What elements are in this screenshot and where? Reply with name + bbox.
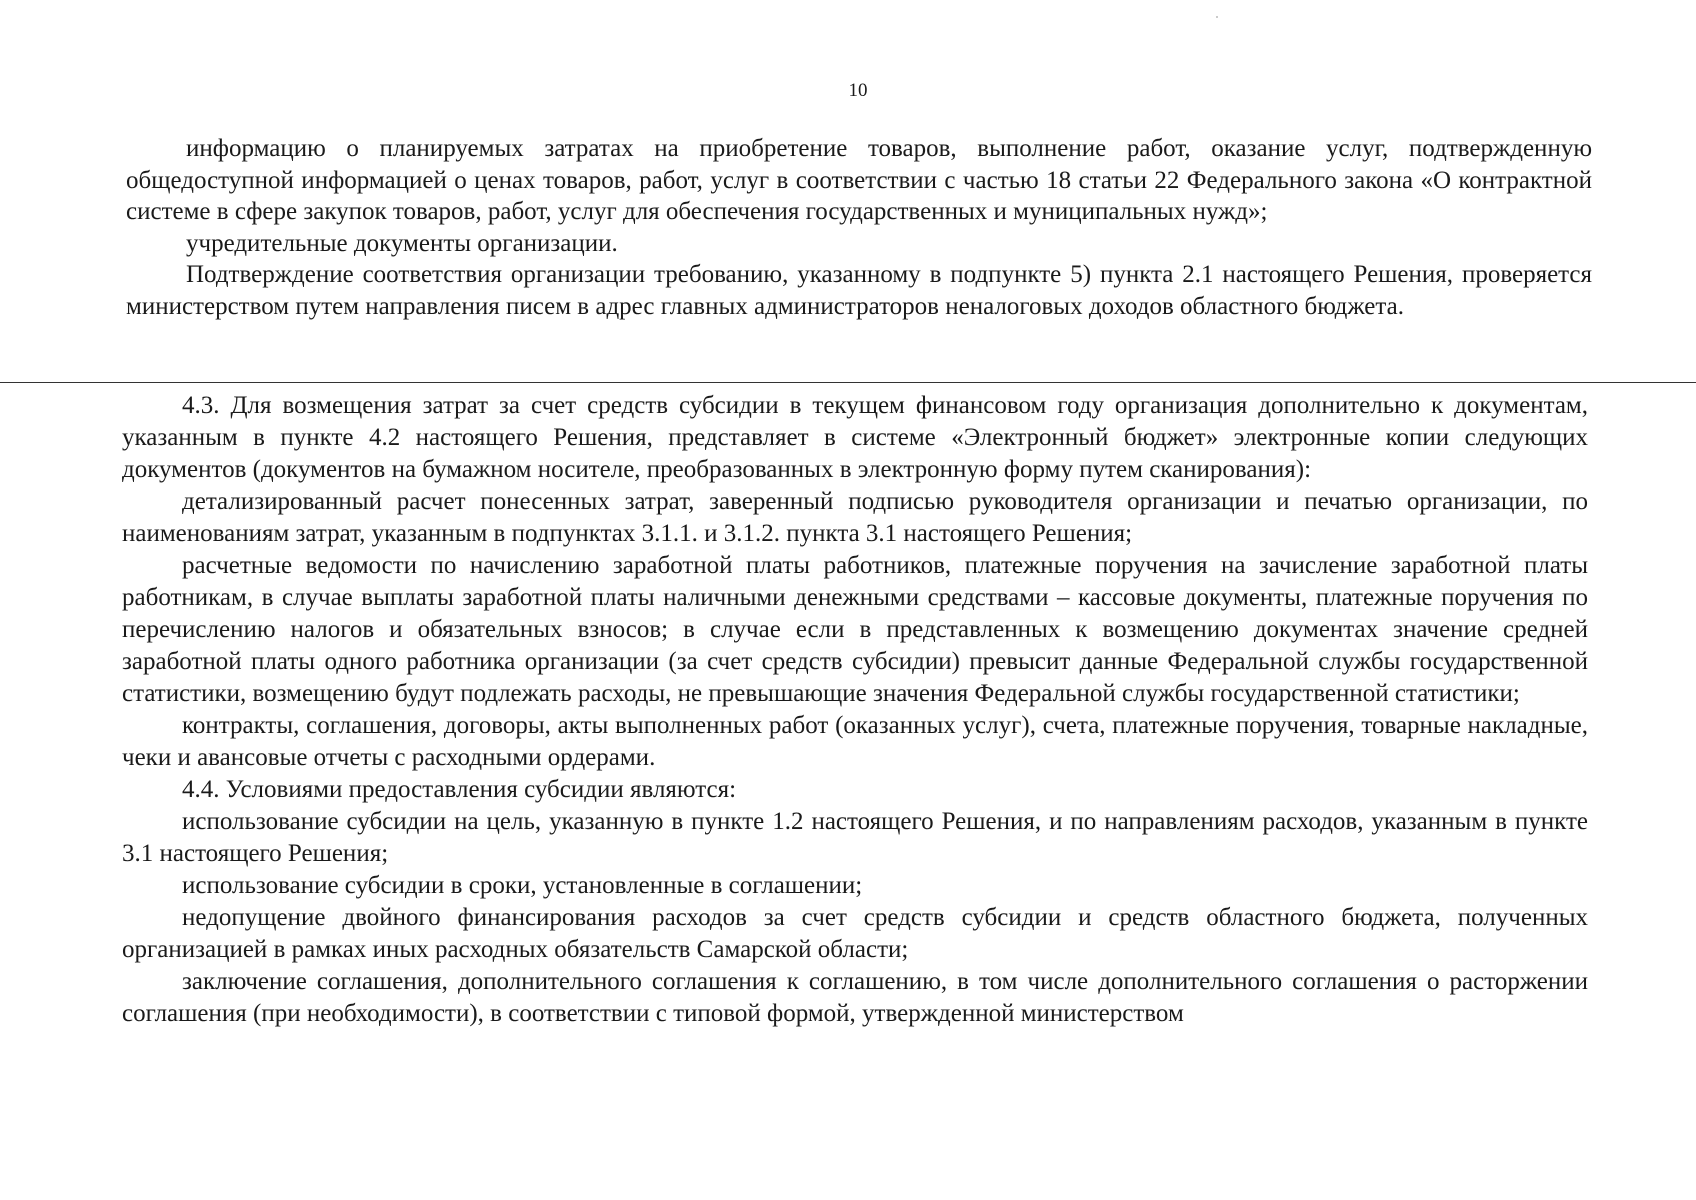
- top-text-section: [126, 133, 1592, 322]
- paragraph-planned-costs: информацию о планируемых затратах на приобретение товаров, выполнение работ, оказание услуг, подтвержденную общедоступной информацией о ценах товаров, работ, услуг в соответствии с частью 18 статьи 22 Федерального закона «О контрактной системе в сфере закупок товаров, работ, услуг для обеспечения государственных и муниципальных нужд»;: [126, 135, 1592, 225]
- page-number: 10: [848, 80, 868, 101]
- paragraph-purpose-use: использование субсидии на цель, указанную в пункте 1.2 настоящего Решения, и по направлениям расходов, указанным в пункте 3.1 настоящего Решения;: [122, 808, 1588, 867]
- paragraph-deadline-use: использование субсидии в сроки, установленные в соглашении;: [182, 872, 863, 899]
- paragraph-detailed-calculation: детализированный расчет понесенных затрат, заверенный подписью руководителя организации и печатью организации, по наименованиям затрат, указанным в подпунктах 3.1.1. и 3.1.2. пункта 3.1 настоящего Решения;: [122, 488, 1588, 547]
- paragraph-no-double-financing: недопущение двойного финансирования расходов за счет средств субсидии и средств областного бюджета, полученных организацией в рамках иных расходных обязательств Самарской области;: [122, 904, 1588, 963]
- paragraph-contracts: контракты, соглашения, договоры, акты выполненных работ (оказанных услуг), счета, платежные поручения, товарные накладные, чеки и авансовые отчеты с расходными ордерами.: [122, 712, 1588, 771]
- scan-speck: [1216, 16, 1218, 18]
- paragraph-payroll-statements: расчетные ведомости по начислению заработной платы работников, платежные поручения на зачисление заработной платы работникам, в случае выплаты заработной платы наличными денежными средствами – кассовые документы, платежные поручения по перечислению налогов и обязательных взносов; в случае если в представленных к возмещению документах значение средней заработной платы одного работника организации (за счет средств субсидии) превысит данные Федеральной службы государственной статистики, возмещению будут подлежать расходы, не превышающие значения Федеральной службы государственной статистики;: [122, 552, 1588, 707]
- paragraph-4-3: 4.3. Для возмещения затрат за счет средств субсидии в текущем финансовом году организация дополнительно к документам, указанным в пункте 4.2 настоящего Решения, представляет в системе «Электронный бюджет» электронные копии следующих документов (документов на бумажном носителе, преобразованных в электронную форму путем сканирования):: [122, 392, 1588, 483]
- page-divider-line: [0, 382, 1696, 383]
- paragraph-4-4: 4.4. Условиями предоставления субсидии являются:: [182, 776, 737, 803]
- paragraph-compliance-check: Подтверждение соответствия организации требованию, указанному в подпункте 5) пункта 2.1 настоящего Решения, проверяется министерством путем направления писем в адрес главных администраторов неналоговых доходов областного бюджета.: [126, 261, 1592, 320]
- paragraph-agreement-conclusion: заключение соглашения, дополнительного соглашения к соглашению, в том числе дополнительного соглашения о расторжении соглашения (при необходимости), в соответствии с типовой формой, утвержденной министерством: [122, 968, 1588, 1027]
- bottom-text-section: [122, 390, 1588, 1030]
- paragraph-founding-documents: учредительные документы организации.: [186, 229, 618, 257]
